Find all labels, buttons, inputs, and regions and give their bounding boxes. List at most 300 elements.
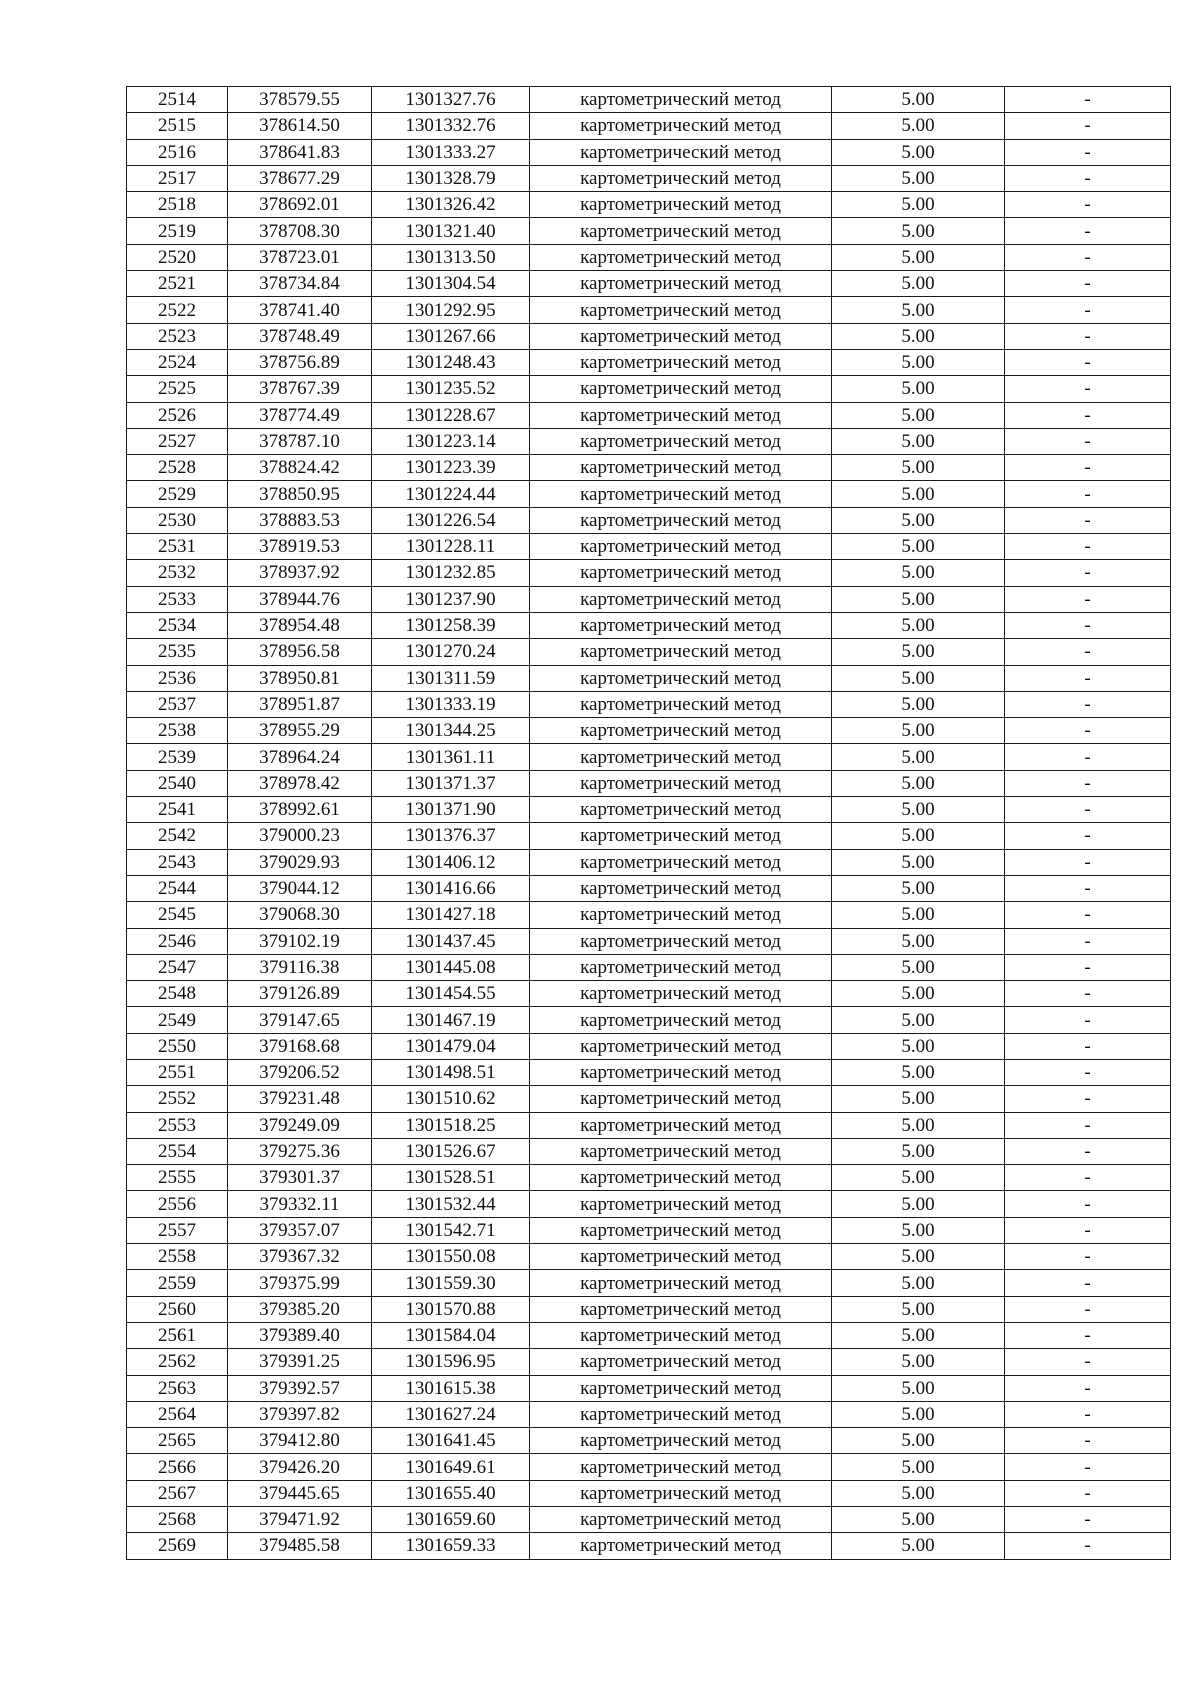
table-row	[127, 902, 1171, 928]
cell-accuracy: 5.00	[832, 1217, 1005, 1243]
cell-accuracy: 5.00	[832, 1007, 1005, 1033]
cell-number: 2523	[127, 323, 228, 349]
table-row	[127, 1033, 1171, 1059]
cell-x: 378579.55	[228, 87, 372, 113]
cell-accuracy: 5.00	[832, 87, 1005, 113]
cell-y: 1301258.39	[372, 612, 530, 638]
cell-number: 2533	[127, 586, 228, 612]
cell-method: картометрический метод	[530, 113, 832, 139]
cell-note: -	[1005, 639, 1171, 665]
cell-note: -	[1005, 770, 1171, 796]
table-row	[127, 507, 1171, 533]
cell-y: 1301627.24	[372, 1401, 530, 1427]
cell-y: 1301467.19	[372, 1007, 530, 1033]
cell-accuracy: 5.00	[832, 849, 1005, 875]
cell-x: 379044.12	[228, 875, 372, 901]
cell-number: 2565	[127, 1428, 228, 1454]
cell-x: 378677.29	[228, 165, 372, 191]
cell-accuracy: 5.00	[832, 586, 1005, 612]
table-row	[127, 1007, 1171, 1033]
cell-note: -	[1005, 1480, 1171, 1506]
cell-method: картометрический метод	[530, 349, 832, 375]
table-row	[127, 87, 1171, 113]
cell-accuracy: 5.00	[832, 481, 1005, 507]
table-row	[127, 691, 1171, 717]
cell-x: 378723.01	[228, 244, 372, 270]
cell-note: -	[1005, 1191, 1171, 1217]
cell-note: -	[1005, 113, 1171, 139]
cell-y: 1301479.04	[372, 1033, 530, 1059]
table-row	[127, 297, 1171, 323]
table-row	[127, 481, 1171, 507]
cell-accuracy: 5.00	[832, 1033, 1005, 1059]
cell-y: 1301235.52	[372, 376, 530, 402]
cell-number: 2540	[127, 770, 228, 796]
cell-y: 1301321.40	[372, 218, 530, 244]
cell-y: 1301570.88	[372, 1296, 530, 1322]
table-row	[127, 665, 1171, 691]
cell-method: картометрический метод	[530, 192, 832, 218]
cell-number: 2548	[127, 981, 228, 1007]
cell-y: 1301313.50	[372, 244, 530, 270]
cell-y: 1301361.11	[372, 744, 530, 770]
cell-accuracy: 5.00	[832, 534, 1005, 560]
cell-note: -	[1005, 1244, 1171, 1270]
cell-accuracy: 5.00	[832, 113, 1005, 139]
cell-number: 2520	[127, 244, 228, 270]
cell-accuracy: 5.00	[832, 507, 1005, 533]
cell-number: 2556	[127, 1191, 228, 1217]
cell-accuracy: 5.00	[832, 1480, 1005, 1506]
cell-note: -	[1005, 376, 1171, 402]
cell-x: 379168.68	[228, 1033, 372, 1059]
cell-note: -	[1005, 1454, 1171, 1480]
cell-x: 378767.39	[228, 376, 372, 402]
cell-note: -	[1005, 271, 1171, 297]
cell-x: 379391.25	[228, 1349, 372, 1375]
table-row	[127, 402, 1171, 428]
table-row	[127, 797, 1171, 823]
cell-method: картометрический метод	[530, 1401, 832, 1427]
cell-y: 1301332.76	[372, 113, 530, 139]
cell-number: 2532	[127, 560, 228, 586]
cell-y: 1301655.40	[372, 1480, 530, 1506]
cell-x: 379367.32	[228, 1244, 372, 1270]
cell-accuracy: 5.00	[832, 770, 1005, 796]
cell-y: 1301498.51	[372, 1059, 530, 1085]
cell-x: 379385.20	[228, 1296, 372, 1322]
cell-note: -	[1005, 297, 1171, 323]
cell-method: картометрический метод	[530, 823, 832, 849]
cell-x: 378824.42	[228, 455, 372, 481]
cell-method: картометрический метод	[530, 639, 832, 665]
coordinates-table	[126, 86, 1171, 1560]
cell-accuracy: 5.00	[832, 1270, 1005, 1296]
cell-method: картометрический метод	[530, 770, 832, 796]
cell-number: 2561	[127, 1322, 228, 1348]
cell-method: картометрический метод	[530, 928, 832, 954]
cell-number: 2517	[127, 165, 228, 191]
cell-y: 1301416.66	[372, 875, 530, 901]
cell-accuracy: 5.00	[832, 954, 1005, 980]
cell-method: картометрический метод	[530, 1086, 832, 1112]
cell-method: картометрический метод	[530, 1191, 832, 1217]
cell-accuracy: 5.00	[832, 744, 1005, 770]
cell-y: 1301333.19	[372, 691, 530, 717]
cell-method: картометрический метод	[530, 455, 832, 481]
cell-accuracy: 5.00	[832, 1454, 1005, 1480]
cell-number: 2555	[127, 1165, 228, 1191]
cell-method: картометрический метод	[530, 534, 832, 560]
table-row	[127, 244, 1171, 270]
cell-x: 378774.49	[228, 402, 372, 428]
table-row	[127, 192, 1171, 218]
cell-y: 1301248.43	[372, 349, 530, 375]
cell-x: 379397.82	[228, 1401, 372, 1427]
cell-number: 2538	[127, 718, 228, 744]
cell-number: 2537	[127, 691, 228, 717]
table-row	[127, 1270, 1171, 1296]
cell-number: 2557	[127, 1217, 228, 1243]
cell-method: картометрический метод	[530, 139, 832, 165]
cell-y: 1301510.62	[372, 1086, 530, 1112]
cell-accuracy: 5.00	[832, 1428, 1005, 1454]
cell-number: 2564	[127, 1401, 228, 1427]
cell-x: 379275.36	[228, 1138, 372, 1164]
cell-accuracy: 5.00	[832, 691, 1005, 717]
table-row	[127, 823, 1171, 849]
table-row	[127, 928, 1171, 954]
cell-method: картометрический метод	[530, 1270, 832, 1296]
cell-method: картометрический метод	[530, 1454, 832, 1480]
table-row	[127, 1112, 1171, 1138]
cell-method: картометрический метод	[530, 875, 832, 901]
cell-number: 2530	[127, 507, 228, 533]
cell-accuracy: 5.00	[832, 560, 1005, 586]
cell-y: 1301649.61	[372, 1454, 530, 1480]
cell-method: картометрический метод	[530, 1033, 832, 1059]
cell-accuracy: 5.00	[832, 1349, 1005, 1375]
cell-accuracy: 5.00	[832, 797, 1005, 823]
cell-accuracy: 5.00	[832, 1086, 1005, 1112]
cell-y: 1301311.59	[372, 665, 530, 691]
cell-y: 1301326.42	[372, 192, 530, 218]
cell-x: 378964.24	[228, 744, 372, 770]
table-row	[127, 1480, 1171, 1506]
table-row	[127, 1322, 1171, 1348]
table-row	[127, 323, 1171, 349]
cell-x: 378955.29	[228, 718, 372, 744]
table-row	[127, 718, 1171, 744]
cell-accuracy: 5.00	[832, 1375, 1005, 1401]
cell-y: 1301304.54	[372, 271, 530, 297]
cell-x: 379471.92	[228, 1507, 372, 1533]
cell-y: 1301559.30	[372, 1270, 530, 1296]
cell-x: 378944.76	[228, 586, 372, 612]
cell-accuracy: 5.00	[832, 1322, 1005, 1348]
cell-number: 2550	[127, 1033, 228, 1059]
table-row	[127, 534, 1171, 560]
cell-note: -	[1005, 1533, 1171, 1559]
cell-accuracy: 5.00	[832, 297, 1005, 323]
cell-accuracy: 5.00	[832, 455, 1005, 481]
table-row	[127, 560, 1171, 586]
table-row	[127, 1165, 1171, 1191]
cell-y: 1301223.39	[372, 455, 530, 481]
cell-note: -	[1005, 718, 1171, 744]
cell-method: картометрический метод	[530, 902, 832, 928]
cell-y: 1301267.66	[372, 323, 530, 349]
cell-note: -	[1005, 691, 1171, 717]
cell-note: -	[1005, 402, 1171, 428]
cell-y: 1301292.95	[372, 297, 530, 323]
cell-method: картометрический метод	[530, 481, 832, 507]
cell-x: 378950.81	[228, 665, 372, 691]
cell-number: 2568	[127, 1507, 228, 1533]
cell-note: -	[1005, 902, 1171, 928]
cell-method: картометрический метод	[530, 1217, 832, 1243]
cell-note: -	[1005, 244, 1171, 270]
cell-x: 378919.53	[228, 534, 372, 560]
table-row	[127, 586, 1171, 612]
cell-method: картометрический метод	[530, 1112, 832, 1138]
cell-accuracy: 5.00	[832, 192, 1005, 218]
cell-number: 2554	[127, 1138, 228, 1164]
cell-number: 2559	[127, 1270, 228, 1296]
cell-method: картометрический метод	[530, 271, 832, 297]
cell-x: 378956.58	[228, 639, 372, 665]
cell-y: 1301406.12	[372, 849, 530, 875]
cell-method: картометрический метод	[530, 718, 832, 744]
cell-number: 2543	[127, 849, 228, 875]
cell-x: 379231.48	[228, 1086, 372, 1112]
cell-note: -	[1005, 428, 1171, 454]
table-row	[127, 271, 1171, 297]
cell-y: 1301226.54	[372, 507, 530, 533]
cell-number: 2522	[127, 297, 228, 323]
cell-accuracy: 5.00	[832, 1507, 1005, 1533]
cell-accuracy: 5.00	[832, 1165, 1005, 1191]
cell-number: 2519	[127, 218, 228, 244]
cell-y: 1301327.76	[372, 87, 530, 113]
cell-number: 2566	[127, 1454, 228, 1480]
table-row	[127, 113, 1171, 139]
cell-method: картометрический метод	[530, 954, 832, 980]
cell-accuracy: 5.00	[832, 612, 1005, 638]
cell-note: -	[1005, 323, 1171, 349]
cell-method: картометрический метод	[530, 428, 832, 454]
cell-note: -	[1005, 1165, 1171, 1191]
cell-y: 1301445.08	[372, 954, 530, 980]
cell-x: 378787.10	[228, 428, 372, 454]
cell-number: 2544	[127, 875, 228, 901]
cell-x: 379375.99	[228, 1270, 372, 1296]
cell-note: -	[1005, 1138, 1171, 1164]
cell-number: 2529	[127, 481, 228, 507]
cell-number: 2516	[127, 139, 228, 165]
cell-x: 379147.65	[228, 1007, 372, 1033]
cell-note: -	[1005, 928, 1171, 954]
cell-number: 2542	[127, 823, 228, 849]
cell-method: картометрический метод	[530, 1349, 832, 1375]
cell-number: 2552	[127, 1086, 228, 1112]
cell-note: -	[1005, 165, 1171, 191]
cell-accuracy: 5.00	[832, 1401, 1005, 1427]
cell-note: -	[1005, 1033, 1171, 1059]
cell-accuracy: 5.00	[832, 428, 1005, 454]
cell-accuracy: 5.00	[832, 1533, 1005, 1559]
cell-x: 379426.20	[228, 1454, 372, 1480]
cell-note: -	[1005, 1428, 1171, 1454]
table-row	[127, 1507, 1171, 1533]
cell-note: -	[1005, 1401, 1171, 1427]
cell-accuracy: 5.00	[832, 218, 1005, 244]
cell-x: 378748.49	[228, 323, 372, 349]
cell-number: 2514	[127, 87, 228, 113]
cell-note: -	[1005, 534, 1171, 560]
cell-y: 1301526.67	[372, 1138, 530, 1164]
cell-y: 1301376.37	[372, 823, 530, 849]
cell-x: 379301.37	[228, 1165, 372, 1191]
cell-number: 2541	[127, 797, 228, 823]
cell-y: 1301232.85	[372, 560, 530, 586]
table-row	[127, 1138, 1171, 1164]
cell-accuracy: 5.00	[832, 639, 1005, 665]
cell-number: 2534	[127, 612, 228, 638]
cell-method: картометрический метод	[530, 586, 832, 612]
cell-number: 2545	[127, 902, 228, 928]
cell-note: -	[1005, 507, 1171, 533]
cell-method: картометрический метод	[530, 323, 832, 349]
cell-y: 1301528.51	[372, 1165, 530, 1191]
cell-method: картометрический метод	[530, 218, 832, 244]
cell-note: -	[1005, 139, 1171, 165]
cell-x: 378734.84	[228, 271, 372, 297]
table-row	[127, 376, 1171, 402]
table-row	[127, 1401, 1171, 1427]
cell-accuracy: 5.00	[832, 665, 1005, 691]
cell-accuracy: 5.00	[832, 1296, 1005, 1322]
cell-x: 379332.11	[228, 1191, 372, 1217]
cell-x: 379102.19	[228, 928, 372, 954]
cell-number: 2569	[127, 1533, 228, 1559]
cell-note: -	[1005, 1507, 1171, 1533]
cell-method: картометрический метод	[530, 744, 832, 770]
cell-number: 2528	[127, 455, 228, 481]
cell-y: 1301333.27	[372, 139, 530, 165]
cell-accuracy: 5.00	[832, 928, 1005, 954]
table-row	[127, 165, 1171, 191]
cell-note: -	[1005, 1296, 1171, 1322]
cell-method: картометрический метод	[530, 87, 832, 113]
cell-x: 378850.95	[228, 481, 372, 507]
cell-note: -	[1005, 1217, 1171, 1243]
cell-accuracy: 5.00	[832, 875, 1005, 901]
cell-method: картометрический метод	[530, 849, 832, 875]
cell-note: -	[1005, 1322, 1171, 1348]
cell-note: -	[1005, 87, 1171, 113]
table-row	[127, 1349, 1171, 1375]
cell-y: 1301596.95	[372, 1349, 530, 1375]
table-row	[127, 1375, 1171, 1401]
cell-y: 1301454.55	[372, 981, 530, 1007]
cell-note: -	[1005, 218, 1171, 244]
cell-y: 1301228.11	[372, 534, 530, 560]
cell-method: картометрический метод	[530, 297, 832, 323]
cell-x: 378708.30	[228, 218, 372, 244]
cell-note: -	[1005, 1349, 1171, 1375]
cell-x: 379357.07	[228, 1217, 372, 1243]
cell-number: 2553	[127, 1112, 228, 1138]
cell-method: картометрический метод	[530, 797, 832, 823]
table-row	[127, 744, 1171, 770]
cell-x: 378741.40	[228, 297, 372, 323]
cell-number: 2560	[127, 1296, 228, 1322]
cell-note: -	[1005, 349, 1171, 375]
cell-note: -	[1005, 455, 1171, 481]
cell-x: 378641.83	[228, 139, 372, 165]
cell-x: 379445.65	[228, 1480, 372, 1506]
cell-method: картометрический метод	[530, 665, 832, 691]
cell-x: 379126.89	[228, 981, 372, 1007]
table-row	[127, 1296, 1171, 1322]
cell-y: 1301228.67	[372, 402, 530, 428]
cell-number: 2536	[127, 665, 228, 691]
table-row	[127, 1533, 1171, 1559]
cell-method: картометрический метод	[530, 1296, 832, 1322]
cell-accuracy: 5.00	[832, 1191, 1005, 1217]
table-row	[127, 1191, 1171, 1217]
cell-number: 2521	[127, 271, 228, 297]
cell-x: 379249.09	[228, 1112, 372, 1138]
table-row	[127, 218, 1171, 244]
cell-number: 2546	[127, 928, 228, 954]
cell-x: 379389.40	[228, 1322, 372, 1348]
table-row	[127, 139, 1171, 165]
cell-y: 1301427.18	[372, 902, 530, 928]
cell-x: 379029.93	[228, 849, 372, 875]
cell-accuracy: 5.00	[832, 718, 1005, 744]
cell-accuracy: 5.00	[832, 271, 1005, 297]
cell-x: 379485.58	[228, 1533, 372, 1559]
cell-x: 378978.42	[228, 770, 372, 796]
cell-note: -	[1005, 1059, 1171, 1085]
table-row	[127, 849, 1171, 875]
cell-number: 2526	[127, 402, 228, 428]
cell-accuracy: 5.00	[832, 823, 1005, 849]
table-row	[127, 1244, 1171, 1270]
cell-y: 1301659.33	[372, 1533, 530, 1559]
cell-y: 1301615.38	[372, 1375, 530, 1401]
cell-note: -	[1005, 744, 1171, 770]
cell-accuracy: 5.00	[832, 244, 1005, 270]
cell-method: картометрический метод	[530, 1007, 832, 1033]
cell-method: картометрический метод	[530, 1480, 832, 1506]
cell-number: 2563	[127, 1375, 228, 1401]
cell-x: 379000.23	[228, 823, 372, 849]
table-row	[127, 1217, 1171, 1243]
cell-note: -	[1005, 560, 1171, 586]
cell-method: картометрический метод	[530, 1428, 832, 1454]
cell-number: 2515	[127, 113, 228, 139]
cell-y: 1301532.44	[372, 1191, 530, 1217]
cell-method: картометрический метод	[530, 507, 832, 533]
cell-method: картометрический метод	[530, 165, 832, 191]
cell-x: 378954.48	[228, 612, 372, 638]
cell-x: 378937.92	[228, 560, 372, 586]
cell-y: 1301659.60	[372, 1507, 530, 1533]
cell-method: картометрический метод	[530, 1059, 832, 1085]
